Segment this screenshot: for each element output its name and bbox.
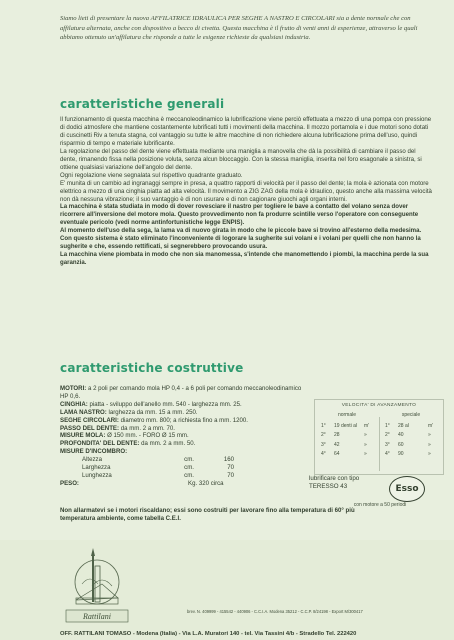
general-paragraph: Il funzionamento di questa macchina è meccanoleodinamico la lubrificazione viene perciò effettuata a mezzo di una pompa con pressione di dodici atmosfere che mantiene costantemente lubrificati tutti i movimenti della macchina. Il mozzo portamola e i due motori sono dotati di cuscinetti Riv a tenuta stagna, col vantaggio su tutte le altre macchine di non richiedere alcuna lubrificazione prima dell'uso, quindi risparmio di tempo e materiale lubrificante.: [60, 116, 432, 147]
speed-row: [385, 422, 443, 432]
ingombro-label: Altezza: [82, 456, 102, 464]
spec-key: PASSO DEL DENTE:: [60, 424, 120, 432]
ingombro-unit: cm.: [184, 464, 194, 472]
speed-unit: »: [428, 441, 431, 448]
spec-value: piatta - sviluppo dell'anello mm. 540 - larghezza mm. 25.: [89, 400, 242, 408]
ingombro-row: [82, 456, 252, 464]
ingombro-value: 70: [227, 471, 234, 479]
spec-lama: [60, 409, 310, 417]
spec-ingombro-title: MISURE D'INCOMBRO:: [60, 448, 128, 456]
spec-passo: [60, 425, 310, 433]
general-paragraph-bold: La macchina è stata studiata in modo di dover rovesciare il nastro per togliere le bave a contatto del volano senza dover ricorrere all'inversione del motore mola. Questo provvedimento non fa produrre scintille verso l'operatore con conseguente eventuale pericolo (vedi norme antinfortunistiche legge ENPIS).: [60, 203, 419, 227]
motor-note: con motore a 50 periodi: [353, 502, 407, 508]
gear-number: 4°: [321, 451, 326, 457]
speed-unit: »: [364, 432, 367, 438]
gear-number: 2°: [321, 432, 326, 438]
speed-value: 90: [398, 451, 404, 457]
spec-key: LAMA NASTRO:: [60, 408, 107, 416]
spec-key: SEGHE CIRCOLARI:: [60, 416, 119, 424]
footer-registration: brev. N. 409999 - 415542 - 440906 - C.C.I.A. Modena 35212 - C.C.P. 8/24198 - Export M/300417: [187, 609, 363, 614]
footer-address: OFF. RATTILANI TOMASO - Modena (Italia) - Via L.A. Muratori 140 - tel. Via Tassini 4/b - Stradello Tel. 222420: [60, 631, 357, 637]
gear-number: 1°: [321, 422, 326, 429]
general-characteristics: [60, 116, 432, 267]
speed-unit: »: [364, 451, 367, 457]
speed-unit: m': [428, 422, 434, 429]
ingombro-list: [82, 456, 310, 480]
gear-number: 3°: [321, 441, 326, 448]
spec-value: a 2 poli per comando mola HP 0,4 - a 6 poli per comando meccanoleodinamico HP 0,6.: [60, 385, 302, 400]
speed-value: 60: [398, 441, 404, 448]
spec-motori: [60, 385, 310, 401]
spec-value: larghezza da mm. 15 a mm. 250.: [108, 408, 198, 416]
intro-paragraph: Siamo lieti di presentare la nuova AFFILATRICE IDRAULICA PER SEGHE A NASTRO E CIRCOLARI sia a dente normale che con affilatura alternata, anche con dispositivo a becco di civetta. Questa macchina è il frutto di venti anni di esperienze, attraverso le quali abbiamo ottenuto un'affilatura che risponde a tutte le esigenze richieste da qualsiasi industria.: [60, 15, 418, 42]
speed-row: [385, 431, 443, 441]
spec-value: diametro mm. 800; a richiesta fino a mm. 1200.: [120, 416, 248, 424]
spec-value: da mm. 2 a mm. 70.: [120, 424, 175, 432]
spec-key: MOTORI:: [60, 385, 87, 392]
speed-value: 28 al: [398, 422, 409, 429]
general-paragraph-bold: Con questo sistema è stato eliminato l'inconveniente di logorare la sugherite sui volani e i volani per quelli che non hanno la sugherite e che, essendo rettificati, si segnerebbero provocando usura.: [60, 235, 421, 251]
spec-seghe: [60, 417, 310, 425]
spec-key: CINGHIA:: [60, 400, 88, 408]
feed-speed-table: [314, 399, 444, 475]
speed-value: 19 denti al: [334, 422, 358, 429]
speed-row: [321, 450, 379, 460]
speed-unit: »: [428, 432, 431, 438]
spec-key: PESO:: [60, 479, 79, 487]
spec-cinghia: [60, 401, 310, 409]
speed-value: 40: [398, 432, 404, 438]
ingombro-row: [82, 472, 252, 480]
lubrication-note: lubrificare con tipo TERESSO 43: [309, 475, 360, 490]
column-speciale: [379, 411, 443, 460]
general-paragraph-bold: La macchina viene piombata in modo che non sia manomessa, s'intende che manomettendo i piombi, la macchina perde la sua garanzia.: [60, 251, 429, 267]
gear-number: 3°: [385, 441, 390, 448]
spec-value: Kg. 320 circa: [188, 479, 224, 487]
gear-number: 1°: [385, 422, 390, 429]
ingombro-label: Larghezza: [82, 464, 111, 472]
esso-logo-text: Esso: [395, 484, 419, 494]
section-title-construction: caratteristiche costruttive: [60, 361, 244, 375]
general-paragraph: Ogni regolazione viene segnalata sul rispettivo quadrante graduato.: [60, 171, 243, 179]
rattilani-logo: [62, 544, 132, 628]
gear-number: 2°: [385, 432, 390, 438]
ingombro-unit: cm.: [184, 456, 194, 464]
speed-value: 42: [334, 441, 340, 448]
column-header: speciale: [401, 412, 421, 418]
general-paragraph: La regolazione del passo del dente viene effettuata mediante una maniglia a manovella che dà la possibilità di cambiare il passo del dente, rimanendo fissa nella posizione voluta, senza alcun bloccaggio. Con la stessa maniglia, inserita nel foro esagonale a sinistra, si ottiene qualsiasi variazione dell'angolo del dente.: [60, 147, 422, 171]
speed-row: [321, 431, 379, 441]
feed-speed-title: VELOCITA' DI AVANZAMENTO: [341, 403, 417, 408]
spec-key: MISURE MOLA:: [60, 432, 106, 440]
section-title-general: caratteristiche generali: [60, 97, 225, 111]
ingombro-value: 160: [223, 456, 234, 464]
spec-value: da mm. 2 a mm. 50.: [141, 440, 196, 448]
column-normale: [315, 411, 379, 460]
gear-number: 4°: [385, 451, 390, 457]
ingombro-value: 70: [227, 464, 234, 472]
logo-text: Rattilani: [83, 612, 111, 621]
table-divider: [379, 417, 380, 471]
spec-value: Ø 150 mm. - FORO Ø 15 mm.: [107, 432, 189, 440]
spec-mola: [60, 432, 310, 440]
ingombro-row: [82, 464, 252, 472]
temperature-note: Non allarmatevi se i motori riscaldano; essi sono costruiti per lavorare fino alla temperatura di 60° più temperatura ambiente, come tabella C.E.I.: [60, 507, 355, 522]
ingombro-label: Lunghezza: [82, 471, 112, 479]
ingombro-unit: cm.: [184, 471, 194, 479]
speed-row: [385, 450, 443, 460]
speed-unit: m': [364, 422, 370, 429]
general-paragraph-bold: Al momento dell'uso della sega, la lama va di nuovo girata in modo che le piccole bave si trovino all'esterno della medesima.: [60, 227, 422, 235]
speed-value: 28: [334, 432, 340, 438]
column-header: normale: [337, 412, 357, 418]
speed-row: [321, 441, 379, 451]
speed-row: [321, 422, 379, 432]
spec-peso: [60, 480, 310, 488]
construction-specs: [60, 385, 310, 488]
esso-logo: [389, 476, 425, 502]
general-paragraph: E' munita di un cambio ad ingranaggi sempre in presa, a quattro rapporti di velocità per il passo del dente; la mola è azionata con motore elettrico a mezzo di una cinghia piatta ad alta velocità. Il movimento a ZIG ZAG della mola è idraulico, questo anche alla massima velocità non dà nessuna vibrazione; il suo vantaggio è di non usurare e di non cagionare giuochi agli organi interni.: [60, 179, 432, 203]
speed-row: [385, 441, 443, 451]
speed-value: 64: [334, 451, 340, 457]
spec-profondita: [60, 440, 310, 448]
spec-key: PROFONDITA' DEL DENTE:: [60, 440, 140, 448]
speed-unit: »: [364, 441, 367, 448]
speed-unit: »: [428, 451, 431, 457]
